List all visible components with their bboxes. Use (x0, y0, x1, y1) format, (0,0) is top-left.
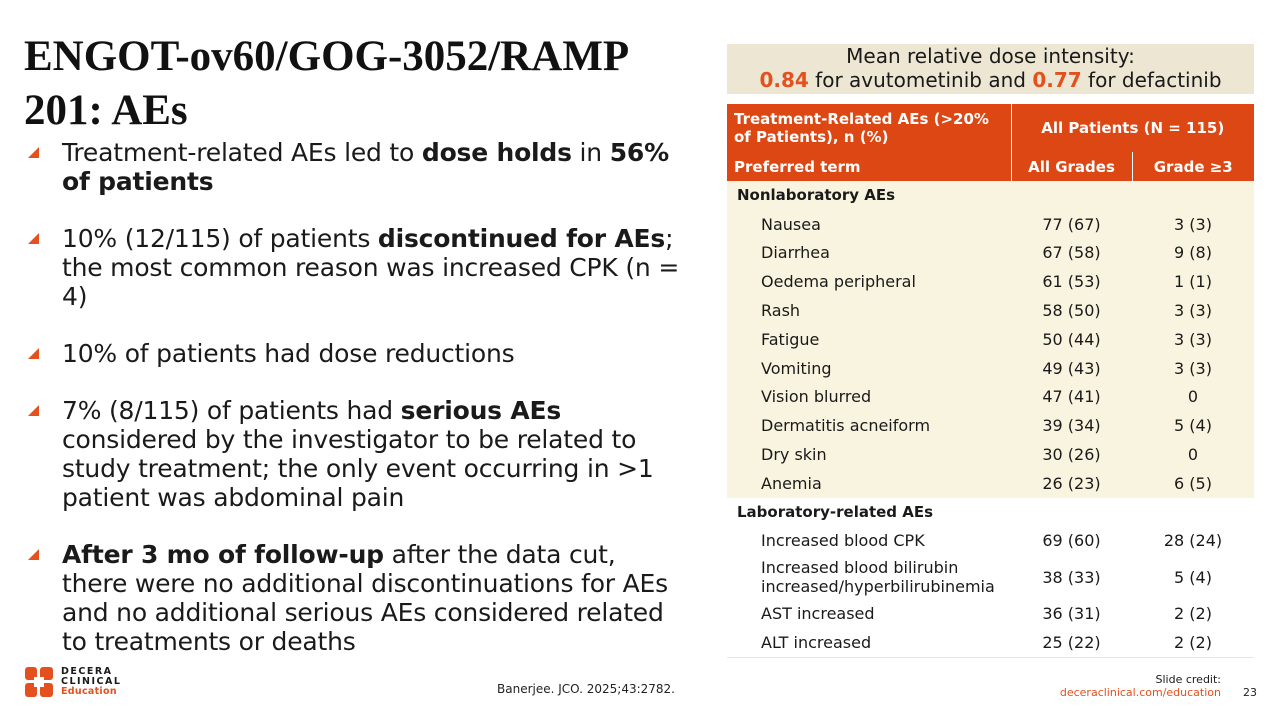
preferred-term-cell: Fatigue (727, 325, 1011, 354)
preferred-term-cell: Increased blood bilirubin increased/hyperbilirubinemia (761, 558, 995, 597)
dose-text-2: for defactinib (1081, 68, 1222, 92)
table-row (727, 325, 1254, 354)
bullet-list (26, 138, 686, 684)
preferred-term-cell: Anemia (727, 469, 1011, 498)
bullet-item (26, 224, 686, 311)
section-row (727, 181, 1254, 210)
avutometinib-dose-value: 0.84 (759, 68, 809, 92)
grade3-cell: 2 (2) (1174, 604, 1212, 624)
bullet-item (26, 540, 686, 656)
table-row (727, 599, 1254, 628)
subheader-preferred-term: Preferred term (727, 152, 1011, 181)
preferred-term-cell: Nausea (727, 210, 1011, 239)
bullet-marker-icon (28, 405, 39, 416)
bullet-text: 10% (12/115) of patients (62, 224, 378, 253)
all-grades-cell: 38 (33) (1042, 567, 1101, 587)
dose-intensity-box (727, 44, 1254, 94)
dose-text-1: for avutometinib and (808, 68, 1033, 92)
bullet-text: in (571, 138, 610, 167)
bullet-text: discontinued for AEs (377, 224, 666, 253)
bullet-item (26, 138, 686, 196)
bullet-text: Treatment-related AEs led to (62, 138, 422, 167)
decera-logo (25, 667, 135, 699)
bullet-text: 10% of patients had dose reductions (62, 339, 515, 368)
preferred-term-cell: ALT increased (727, 628, 1011, 657)
slide-credit-link[interactable]: deceraclinical.com/education (1059, 686, 1221, 699)
logo-line-education: Education (61, 686, 117, 697)
all-grades-cell: 77 (67) (1011, 210, 1132, 239)
grade3-cell: 2 (2) (1132, 628, 1254, 657)
slide-credit (1060, 673, 1221, 699)
subheader-grade3: Grade ≥3 (1132, 152, 1254, 181)
all-grades-cell: 25 (22) (1011, 628, 1132, 657)
all-grades-cell: 50 (44) (1011, 325, 1132, 354)
all-grades-cell: 47 (41) (1011, 383, 1132, 412)
bullet-text: 56% of patients (62, 138, 669, 196)
defactinib-dose-value: 0.77 (1032, 68, 1082, 92)
bullet-item (26, 339, 686, 368)
logo-line-clinical: CLINICAL (61, 676, 122, 687)
preferred-term-cell: Increased blood CPK (761, 531, 925, 551)
ae-table (727, 104, 1254, 658)
slide-title: ENGOT-ov60/GOG-3052/RAMP 201: AEs (24, 33, 627, 134)
table-row (727, 267, 1254, 296)
bullet-text: ; the most common reason was increased CPK (n = 4) (62, 224, 680, 311)
grade3-cell: 3 (3) (1132, 354, 1254, 383)
section-label: Laboratory-related AEs (737, 503, 934, 522)
citation: Banerjee. JCO. 2025;43:2782. (497, 682, 675, 696)
dose-intensity-values (727, 68, 1254, 92)
all-grades-cell: 49 (43) (1011, 354, 1132, 383)
bullet-text: considered by the investigator to be related to study treatment; the only event occurring in >1 patient was abdominal pain (62, 425, 654, 512)
table-row (727, 469, 1254, 498)
preferred-term-cell: Diarrhea (727, 239, 1011, 268)
section-row (727, 498, 1254, 527)
subheader-all-grades: All Grades (1011, 152, 1132, 181)
grade3-cell: 9 (8) (1132, 239, 1254, 268)
table-row (727, 411, 1254, 440)
preferred-term-cell: Rash (727, 296, 1011, 325)
header-all-patients: All Patients (N = 115) (1011, 104, 1254, 152)
section-label: Nonlaboratory AEs (727, 181, 1254, 210)
bullet-marker-icon (28, 147, 39, 158)
all-grades-cell: 26 (23) (1011, 469, 1132, 498)
slide-credit-label: Slide credit: (1155, 673, 1221, 686)
bullet-text: 7% (8/115) of patients had (62, 396, 401, 425)
ae-table-body (727, 181, 1254, 657)
all-grades-cell: 61 (53) (1011, 267, 1132, 296)
grade3-cell: 3 (3) (1132, 296, 1254, 325)
grade3-cell: 5 (4) (1174, 567, 1212, 587)
bullet-marker-icon (28, 233, 39, 244)
grade3-cell: 0 (1132, 440, 1254, 469)
bullet-item (26, 396, 686, 512)
bullet-text: After 3 mo of follow-up (62, 540, 384, 569)
all-grades-cell: 39 (34) (1011, 411, 1132, 440)
preferred-term-cell: Dermatitis acneiform (727, 411, 1011, 440)
table-row (727, 296, 1254, 325)
table-header-row (727, 104, 1254, 152)
dose-intensity-heading: Mean relative dose intensity: (846, 44, 1135, 68)
logo-line-decera: DECERA (61, 666, 113, 677)
table-row (727, 354, 1254, 383)
grade3-cell: 1 (1) (1132, 267, 1254, 296)
page-number: 23 (1243, 686, 1257, 699)
table-row (727, 440, 1254, 469)
header-treatment-related-aes: Treatment-Related AEs (>20% of Patients), n (%) (727, 104, 1011, 152)
preferred-term-cell: AST increased (761, 604, 875, 624)
grade3-cell: 5 (4) (1132, 411, 1254, 440)
preferred-term-cell: Oedema peripheral (727, 267, 1011, 296)
table-row (727, 383, 1254, 412)
table-row (727, 239, 1254, 268)
bullet-text: dose holds (421, 138, 572, 167)
grade3-cell: 6 (5) (1132, 469, 1254, 498)
grade3-cell: 3 (3) (1132, 325, 1254, 354)
grade3-cell: 3 (3) (1132, 210, 1254, 239)
all-grades-cell: 69 (60) (1042, 531, 1101, 551)
table-subheader-row (727, 152, 1254, 181)
preferred-term-cell: Vision blurred (727, 383, 1011, 412)
bullet-text: serious AEs (400, 396, 562, 425)
all-grades-cell: 58 (50) (1011, 296, 1132, 325)
preferred-term-cell: Dry skin (727, 440, 1011, 469)
table-row (727, 527, 1254, 556)
decera-logo-mark-icon (25, 667, 53, 697)
bullet-marker-icon (28, 549, 39, 560)
table-row (727, 555, 1254, 599)
grade3-cell: 28 (24) (1163, 531, 1223, 551)
bullet-text: after the data cut, there were no additional discontinuations for AEs and no additional serious AEs considered related to treatments or deaths (62, 540, 668, 656)
grade3-cell: 0 (1132, 383, 1254, 412)
all-grades-cell: 30 (26) (1011, 440, 1132, 469)
all-grades-cell: 67 (58) (1011, 239, 1132, 268)
all-grades-cell: 36 (31) (1042, 604, 1101, 624)
bullet-marker-icon (28, 348, 39, 359)
table-row (727, 210, 1254, 239)
preferred-term-cell: Vomiting (727, 354, 1011, 383)
table-row (727, 628, 1254, 657)
